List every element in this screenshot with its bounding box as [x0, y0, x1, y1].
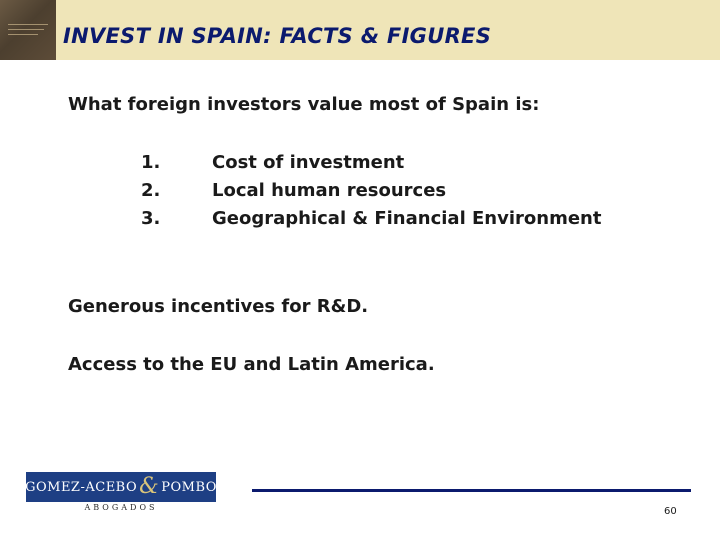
logo-text-right: POMBO — [161, 479, 217, 495]
firm-logo — [26, 472, 216, 502]
list-item: Cost of investment — [212, 152, 405, 173]
intro-text: What foreign investors value most of Spain is: — [68, 94, 540, 115]
slide-title: INVEST IN SPAIN: FACTS & FIGURES — [63, 24, 492, 48]
corner-logo — [0, 0, 56, 60]
footer-rule — [252, 489, 691, 492]
point-eu-latam-access: Access to the EU and Latin America. — [68, 354, 435, 375]
logo-subtitle: ABOGADOS — [84, 503, 158, 512]
logo-ampersand: & — [139, 474, 160, 499]
list-number: 3. — [141, 208, 161, 229]
logo-text-left: GOMEZ-ACEBO — [25, 479, 138, 495]
list-item: Geographical & Financial Environment — [212, 208, 602, 229]
point-rd-incentives: Generous incentives for R&D. — [68, 296, 369, 317]
page-number: 60 — [664, 506, 677, 517]
list-number: 2. — [141, 180, 161, 201]
list-item: Local human resources — [212, 180, 447, 201]
list-number: 1. — [141, 152, 161, 173]
